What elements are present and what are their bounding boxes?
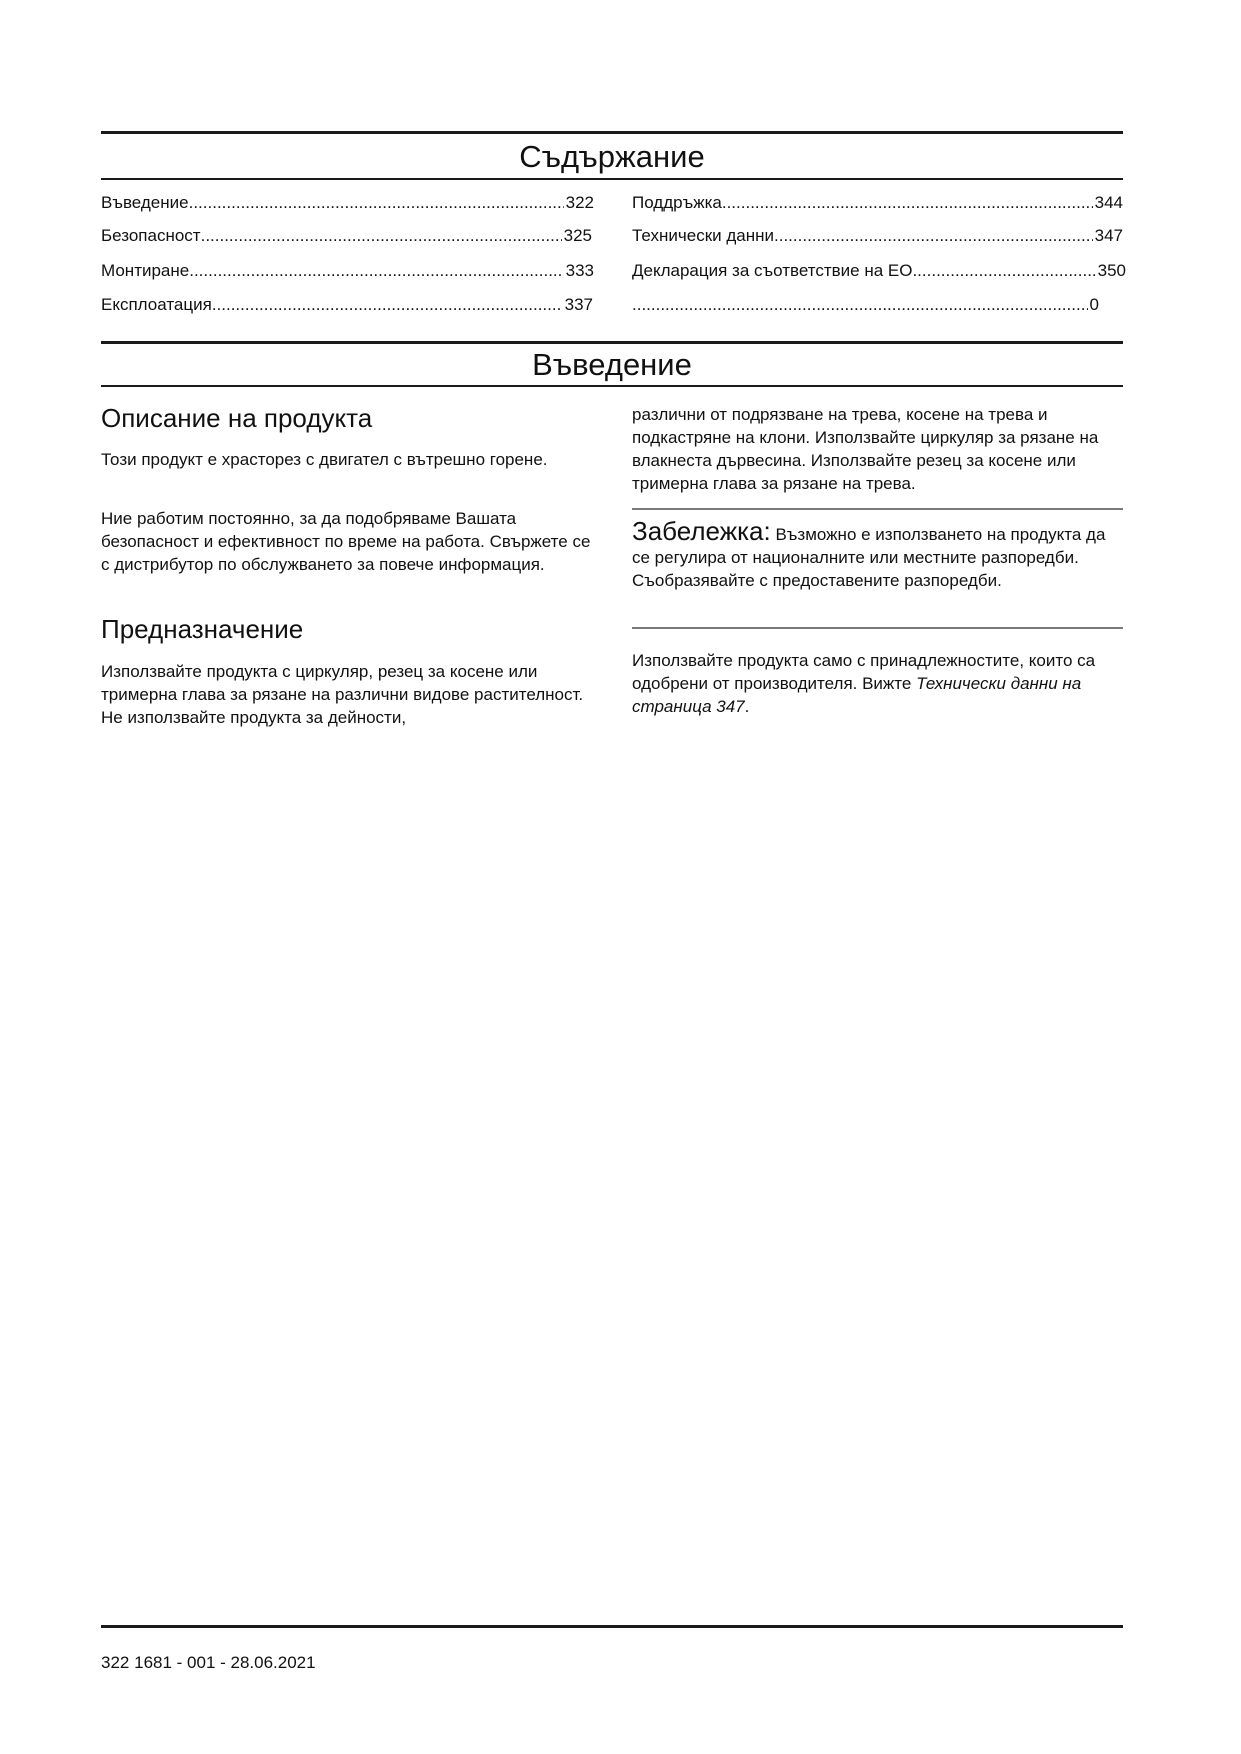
note-label: Забележка: bbox=[632, 516, 771, 546]
toc-entry[interactable]: Технически данни ..... 347 bbox=[632, 225, 1123, 247]
toc-entry[interactable]: Монтиране ..... 333 bbox=[101, 260, 594, 282]
accessories-paragraph: Използвайте продукта само с принадлежностите, които са одобрени от производителя. Вижте Технически данни на страница 347. bbox=[632, 651, 1096, 716]
toc-entry[interactable]: Експлоатация ..... 337 bbox=[101, 294, 593, 316]
toc-title-rule bbox=[101, 178, 1123, 180]
page-footer bbox=[101, 1652, 316, 1674]
subheading-intended-use: Предназначение bbox=[101, 614, 304, 644]
note-bottom-rule bbox=[632, 627, 1123, 629]
document-id: 1681 - 001 - 28.06.2021 bbox=[134, 1653, 316, 1672]
toc-entry[interactable]: Декларация за съответствие на ЕО ..... 350 bbox=[632, 260, 1126, 282]
toc-entry[interactable]: Въведение ..... 322 bbox=[101, 192, 594, 214]
footer-rule bbox=[101, 1625, 1123, 1628]
section-title: Въведение bbox=[532, 347, 692, 382]
paragraph: Ние работим постоянно, за да подобряваме Вашата безопасност и ефективност по време на работа. Свържете се с дистрибутор по обслужването за повече информация. bbox=[101, 509, 591, 574]
note-block bbox=[632, 516, 1112, 592]
note-top-rule bbox=[632, 508, 1123, 510]
section-top-rule bbox=[101, 341, 1123, 344]
cross-reference-link[interactable]: Технически данни на страница 347 bbox=[632, 674, 1082, 716]
note-text: Възможно е използването на продукта да се регулира от националните или местните разпоредби. Съобразявайте с предоставените разпоредби. bbox=[632, 525, 1106, 590]
toc-entry[interactable]: ..... 0 bbox=[632, 294, 1099, 316]
toc-top-rule bbox=[101, 131, 1123, 134]
paragraph: различни от подрязване на трева, косене на трева и подкастряне на клони. Използвайте циркуляр за рязане на влакнеста дървесина. Използвайте резец за косене или тримерна глава за рязане на трева. bbox=[632, 405, 1099, 493]
paragraph: Използвайте продукта с циркуляр, резец за косене или тримерна глава за рязане на различни видове растителност. Не използвайте продукта за дейности, bbox=[101, 662, 584, 727]
toc-title: Съдържание bbox=[519, 139, 705, 174]
toc-entry[interactable]: Безопасност ..... 325 bbox=[101, 225, 592, 247]
page-number: 322 bbox=[101, 1653, 130, 1672]
section-title-rule bbox=[101, 385, 1123, 387]
toc-entry[interactable]: Поддръжка ..... 344 bbox=[632, 192, 1123, 214]
paragraph: Този продукт е храсторез с двигател с вътрешно горене. bbox=[101, 450, 548, 469]
subheading-product-description: Описание на продукта bbox=[101, 403, 373, 433]
